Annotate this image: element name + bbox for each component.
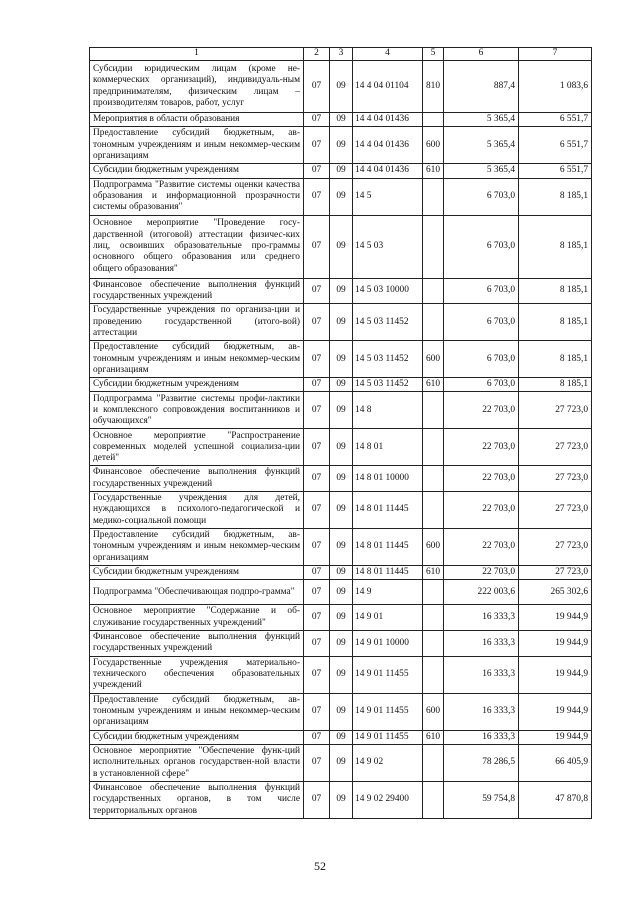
table-row [90, 304, 592, 341]
row-sum-second-year-cell: 8 185,1 [519, 341, 592, 378]
row-section-cell: 07 [304, 113, 330, 127]
row-sum-second-year-cell: 19 944,9 [519, 730, 592, 744]
row-sum-second-year-cell: 265 302,6 [519, 580, 592, 605]
row-sum-first-year-cell: 22 703,0 [444, 392, 519, 429]
table-row [90, 529, 592, 566]
table-row [90, 580, 592, 605]
row-name-cell: Основное мероприятие "Распространение современных моделей успешной социализа-ции детей" [90, 429, 304, 466]
row-expense-type-cell: 600 [423, 341, 444, 378]
row-name-cell: Предоставление субсидий бюджетным, ав-тономным учреждениям и иным некоммер-ческим организациям [90, 341, 304, 378]
row-sum-first-year-cell: 6 703,0 [444, 178, 519, 215]
row-section-cell: 07 [304, 529, 330, 566]
table-row [90, 113, 592, 127]
row-name-cell: Субсидии бюджетным учреждениям [90, 164, 304, 178]
row-sum-first-year-cell: 5 365,4 [444, 164, 519, 178]
column-header-name: 1 [90, 48, 304, 61]
column-header-sum-first-year: 6 [444, 48, 519, 61]
row-target-item-cell: 14 8 01 11445 [353, 529, 423, 566]
row-expense-type-cell [423, 392, 444, 429]
row-subsection-cell: 09 [330, 392, 353, 429]
table-row [90, 215, 592, 278]
column-header-subsection: 3 [330, 48, 353, 61]
row-expense-type-cell [423, 605, 444, 631]
table-row [90, 492, 592, 529]
row-subsection-cell: 09 [330, 278, 353, 304]
row-expense-type-cell [423, 630, 444, 656]
table-row [90, 566, 592, 580]
row-name-cell: Финансовое обеспечение выполнения функций государственных учреждений [90, 466, 304, 492]
row-expense-type-cell: 600 [423, 529, 444, 566]
row-subsection-cell: 09 [330, 566, 353, 580]
row-name-cell: Субсидии бюджетным учреждениям [90, 566, 304, 580]
row-subsection-cell: 09 [330, 656, 353, 693]
row-expense-type-cell [423, 113, 444, 127]
table-row [90, 730, 592, 744]
row-section-cell: 07 [304, 630, 330, 656]
row-target-item-cell: 14 4 04 01436 [353, 113, 423, 127]
row-subsection-cell: 09 [330, 164, 353, 178]
table-row [90, 178, 592, 215]
row-section-cell: 07 [304, 164, 330, 178]
row-sum-second-year-cell: 6 551,7 [519, 164, 592, 178]
row-subsection-cell: 09 [330, 529, 353, 566]
table-row [90, 744, 592, 781]
row-section-cell: 07 [304, 215, 330, 278]
row-expense-type-cell [423, 656, 444, 693]
row-sum-first-year-cell: 16 333,3 [444, 605, 519, 631]
row-target-item-cell: 14 8 01 [353, 429, 423, 466]
row-expense-type-cell: 610 [423, 378, 444, 392]
row-sum-second-year-cell: 8 185,1 [519, 278, 592, 304]
row-sum-first-year-cell: 6 703,0 [444, 341, 519, 378]
row-name-cell: Государственные учреждения материально-технического обеспечения образовательных учреждений [90, 656, 304, 693]
row-expense-type-cell [423, 215, 444, 278]
row-section-cell: 07 [304, 605, 330, 631]
row-subsection-cell: 09 [330, 630, 353, 656]
row-section-cell: 07 [304, 61, 330, 113]
row-subsection-cell: 09 [330, 605, 353, 631]
row-name-cell: Субсидии бюджетным учреждениям [90, 730, 304, 744]
row-sum-first-year-cell: 16 333,3 [444, 730, 519, 744]
row-name-cell: Предоставление субсидий бюджетным, ав-тономным учреждениям и иным некоммер-ческим организациям [90, 127, 304, 164]
row-expense-type-cell [423, 466, 444, 492]
row-target-item-cell: 14 9 01 11455 [353, 656, 423, 693]
table-row [90, 693, 592, 730]
row-expense-type-cell: 610 [423, 566, 444, 580]
row-subsection-cell: 09 [330, 113, 353, 127]
row-target-item-cell: 14 9 02 29400 [353, 781, 423, 818]
row-sum-second-year-cell: 6 551,7 [519, 127, 592, 164]
row-expense-type-cell [423, 178, 444, 215]
row-subsection-cell: 09 [330, 215, 353, 278]
row-sum-first-year-cell: 887,4 [444, 61, 519, 113]
row-section-cell: 07 [304, 378, 330, 392]
row-subsection-cell: 09 [330, 466, 353, 492]
table-row [90, 392, 592, 429]
row-section-cell: 07 [304, 304, 330, 341]
table-row [90, 429, 592, 466]
row-section-cell: 07 [304, 580, 330, 605]
row-sum-first-year-cell: 22 703,0 [444, 529, 519, 566]
row-name-cell: Основное мероприятие "Обеспечение функ-ций исполнительных органов государствен-ной власти в установленной сфере" [90, 744, 304, 781]
row-name-cell: Государственные учреждения по организа-ции и проведению государственной (итого-вой) аттестации [90, 304, 304, 341]
row-section-cell: 07 [304, 566, 330, 580]
row-name-cell: Подпрограмма "Развитие системы профи-лактики и комплексного сопровождения воспитанников и обучающихся" [90, 392, 304, 429]
row-target-item-cell: 14 8 01 11445 [353, 566, 423, 580]
row-target-item-cell: 14 9 [353, 580, 423, 605]
column-header-expense-type: 5 [423, 48, 444, 61]
column-header-sum-second-year: 7 [519, 48, 592, 61]
row-sum-first-year-cell: 222 003,6 [444, 580, 519, 605]
row-name-cell: Финансовое обеспечение выполнения функций государственных учреждений [90, 630, 304, 656]
row-expense-type-cell [423, 744, 444, 781]
row-name-cell: Предоставление субсидий бюджетным, ав-тономным учреждениям и иным некоммер-ческим организациям [90, 693, 304, 730]
row-expense-type-cell: 610 [423, 164, 444, 178]
row-section-cell: 07 [304, 178, 330, 215]
row-sum-first-year-cell: 6 703,0 [444, 278, 519, 304]
row-subsection-cell: 09 [330, 730, 353, 744]
row-name-cell: Субсидии бюджетным учреждениям [90, 378, 304, 392]
row-sum-second-year-cell: 6 551,7 [519, 113, 592, 127]
row-section-cell: 07 [304, 392, 330, 429]
row-expense-type-cell [423, 429, 444, 466]
row-section-cell: 07 [304, 278, 330, 304]
row-sum-second-year-cell: 8 185,1 [519, 304, 592, 341]
row-sum-second-year-cell: 19 944,9 [519, 605, 592, 631]
row-sum-second-year-cell: 27 723,0 [519, 429, 592, 466]
row-sum-first-year-cell: 16 333,3 [444, 656, 519, 693]
row-target-item-cell: 14 9 02 [353, 744, 423, 781]
row-section-cell: 07 [304, 466, 330, 492]
row-subsection-cell: 09 [330, 304, 353, 341]
row-sum-first-year-cell: 5 365,4 [444, 127, 519, 164]
row-section-cell: 07 [304, 127, 330, 164]
row-section-cell: 07 [304, 492, 330, 529]
row-sum-first-year-cell: 22 703,0 [444, 492, 519, 529]
row-name-cell: Подпрограмма "Развитие системы оценки качества образования и информационной прозрачности системы образования" [90, 178, 304, 215]
row-subsection-cell: 09 [330, 341, 353, 378]
row-expense-type-cell: 600 [423, 693, 444, 730]
row-sum-second-year-cell: 47 870,8 [519, 781, 592, 818]
table-row [90, 341, 592, 378]
row-section-cell: 07 [304, 693, 330, 730]
row-sum-first-year-cell: 78 286,5 [444, 744, 519, 781]
column-header-section: 2 [304, 48, 330, 61]
row-target-item-cell: 14 5 03 [353, 215, 423, 278]
row-sum-first-year-cell: 16 333,3 [444, 630, 519, 656]
row-target-item-cell: 14 9 01 10000 [353, 630, 423, 656]
row-sum-first-year-cell: 22 703,0 [444, 566, 519, 580]
row-sum-second-year-cell: 27 723,0 [519, 566, 592, 580]
table-row [90, 378, 592, 392]
row-name-cell: Подпрограмма "Обеспечивающая подпро-грамма" [90, 580, 304, 605]
row-name-cell: Финансовое обеспечение выполнения функций государственных учреждений [90, 278, 304, 304]
row-sum-second-year-cell: 8 185,1 [519, 215, 592, 278]
row-subsection-cell: 09 [330, 492, 353, 529]
row-expense-type-cell [423, 278, 444, 304]
row-name-cell: Финансовое обеспечение выполнения функций государственных органов, в том числе территориальных органов [90, 781, 304, 818]
row-target-item-cell: 14 9 01 [353, 605, 423, 631]
row-section-cell: 07 [304, 429, 330, 466]
row-target-item-cell: 14 4 04 01104 [353, 61, 423, 113]
row-name-cell: Предоставление субсидий бюджетным, ав-тономным учреждениям и иным некоммер-ческим организациям [90, 529, 304, 566]
table-row [90, 466, 592, 492]
row-section-cell: 07 [304, 341, 330, 378]
row-sum-first-year-cell: 16 333,3 [444, 693, 519, 730]
table-row [90, 656, 592, 693]
row-target-item-cell: 14 4 04 01436 [353, 164, 423, 178]
table-row [90, 605, 592, 631]
row-expense-type-cell: 810 [423, 61, 444, 113]
row-sum-second-year-cell: 1 083,6 [519, 61, 592, 113]
row-section-cell: 07 [304, 781, 330, 818]
row-sum-second-year-cell: 19 944,9 [519, 630, 592, 656]
column-header-target-item: 4 [353, 48, 423, 61]
row-sum-second-year-cell: 8 185,1 [519, 178, 592, 215]
row-sum-second-year-cell: 27 723,0 [519, 529, 592, 566]
table-row [90, 630, 592, 656]
row-target-item-cell: 14 5 03 11452 [353, 341, 423, 378]
row-expense-type-cell: 610 [423, 730, 444, 744]
row-target-item-cell: 14 8 01 11445 [353, 492, 423, 529]
row-sum-first-year-cell: 6 703,0 [444, 215, 519, 278]
row-subsection-cell: 09 [330, 744, 353, 781]
row-target-item-cell: 14 8 01 10000 [353, 466, 423, 492]
row-name-cell: Мероприятия в области образования [90, 113, 304, 127]
row-sum-second-year-cell: 19 944,9 [519, 693, 592, 730]
table-row [90, 61, 592, 113]
row-sum-second-year-cell: 19 944,9 [519, 656, 592, 693]
row-target-item-cell: 14 5 [353, 178, 423, 215]
row-expense-type-cell: 600 [423, 127, 444, 164]
row-sum-second-year-cell: 27 723,0 [519, 392, 592, 429]
row-expense-type-cell [423, 580, 444, 605]
row-name-cell: Государственные учреждения для детей, нуждающихся в психолого-педагогической и медико-социальной помощи [90, 492, 304, 529]
budget-table [89, 47, 592, 819]
row-subsection-cell: 09 [330, 781, 353, 818]
table-row [90, 127, 592, 164]
row-sum-second-year-cell: 27 723,0 [519, 492, 592, 529]
row-target-item-cell: 14 5 03 10000 [353, 278, 423, 304]
row-sum-first-year-cell: 6 703,0 [444, 304, 519, 341]
row-sum-second-year-cell: 27 723,0 [519, 466, 592, 492]
row-section-cell: 07 [304, 730, 330, 744]
page-number: 52 [314, 859, 326, 873]
row-section-cell: 07 [304, 744, 330, 781]
row-name-cell: Основное мероприятие "Содержание и об-служивание государственных учреждений" [90, 605, 304, 631]
row-sum-first-year-cell: 59 754,8 [444, 781, 519, 818]
row-subsection-cell: 09 [330, 178, 353, 215]
row-sum-first-year-cell: 22 703,0 [444, 466, 519, 492]
row-target-item-cell: 14 4 04 01436 [353, 127, 423, 164]
row-expense-type-cell [423, 781, 444, 818]
row-subsection-cell: 09 [330, 693, 353, 730]
row-sum-first-year-cell: 6 703,0 [444, 378, 519, 392]
budget-document [89, 47, 591, 819]
row-subsection-cell: 09 [330, 378, 353, 392]
row-name-cell: Субсидии юридическим лицам (кроме не-коммерческих организаций), индивидуаль-ным предпринимателям, физическим лицам – производителям товаров, работ, услуг [90, 61, 304, 113]
row-subsection-cell: 09 [330, 127, 353, 164]
row-target-item-cell: 14 9 01 11455 [353, 693, 423, 730]
table-body [90, 61, 592, 819]
row-target-item-cell: 14 5 03 11452 [353, 304, 423, 341]
row-sum-second-year-cell: 66 405,9 [519, 744, 592, 781]
row-target-item-cell: 14 5 03 11452 [353, 378, 423, 392]
row-expense-type-cell [423, 304, 444, 341]
row-section-cell: 07 [304, 656, 330, 693]
row-subsection-cell: 09 [330, 429, 353, 466]
row-target-item-cell: 14 9 01 11455 [353, 730, 423, 744]
row-subsection-cell: 09 [330, 61, 353, 113]
row-sum-first-year-cell: 5 365,4 [444, 113, 519, 127]
row-sum-first-year-cell: 22 703,0 [444, 429, 519, 466]
row-expense-type-cell [423, 492, 444, 529]
row-sum-second-year-cell: 8 185,1 [519, 378, 592, 392]
row-name-cell: Основное мероприятие "Проведение госу-дарственной (итоговой) аттестации физичес-ких лиц, освоивших образовательные про-граммы основного общего образования или среднего общего образования" [90, 215, 304, 278]
row-target-item-cell: 14 8 [353, 392, 423, 429]
row-subsection-cell: 09 [330, 580, 353, 605]
table-row [90, 278, 592, 304]
table-header-row [90, 48, 592, 61]
table-row [90, 164, 592, 178]
table-row [90, 781, 592, 818]
